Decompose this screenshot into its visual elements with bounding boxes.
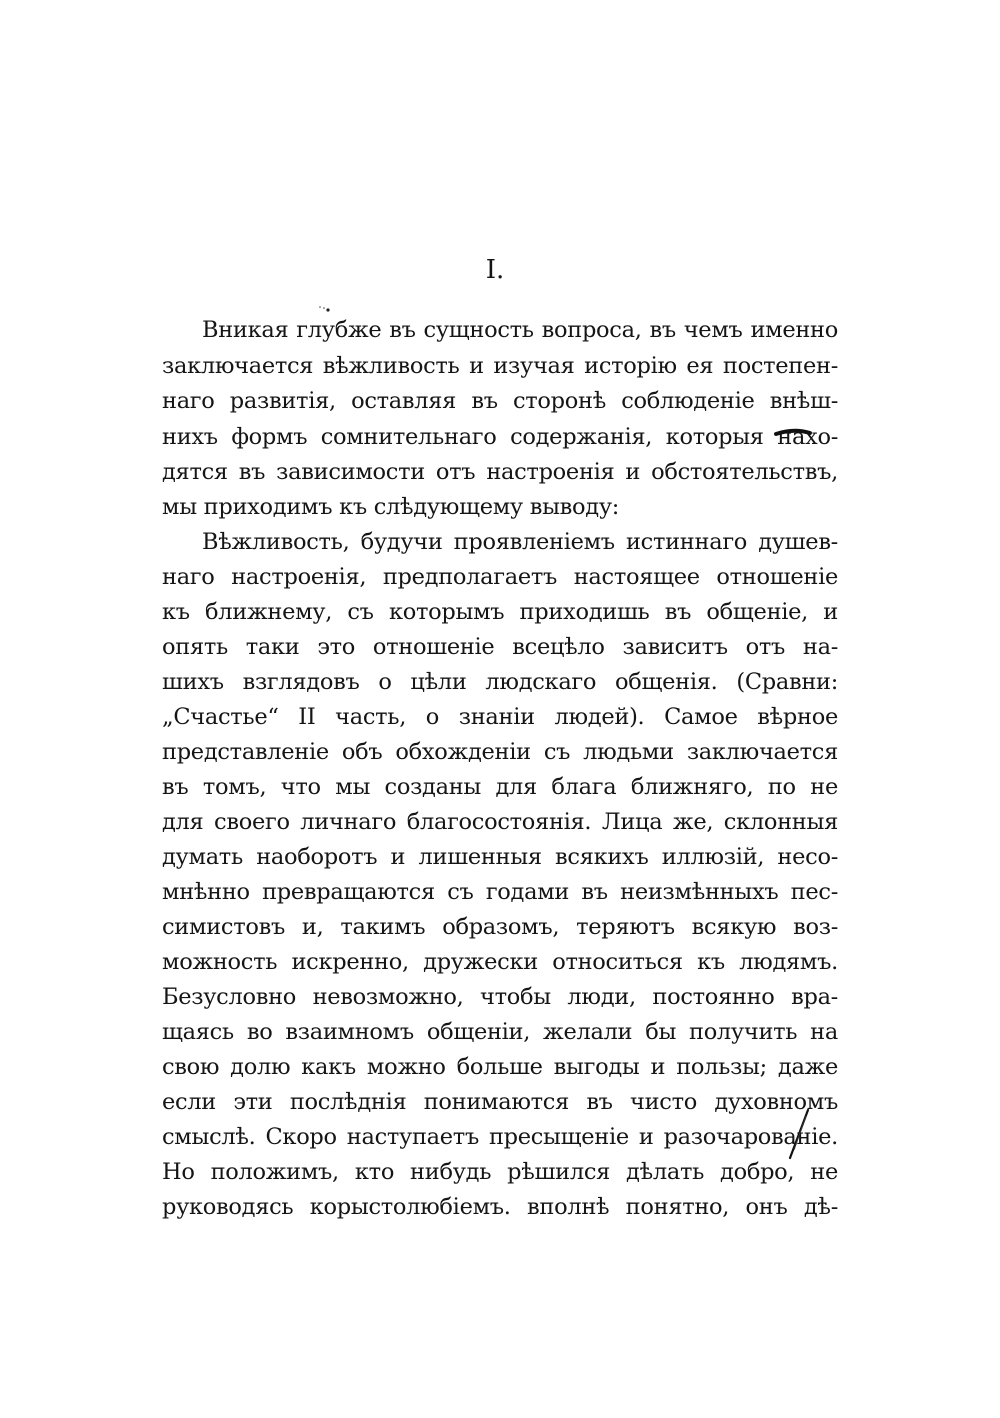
text-line: смыслѣ. Скоро наступаетъ пресыщеніе и разочарованіе.: [162, 1124, 838, 1150]
text-line: можность искренно, дружески относиться къ людямъ.: [162, 949, 838, 975]
text-line: Вѣжливость, будучи проявленіемъ истиннаго душев-: [202, 529, 838, 555]
text-line: думать наоборотъ и лишенныя всякихъ иллюзій, несо-: [162, 844, 838, 870]
chapter-heading: I.: [485, 255, 505, 285]
text-line: къ ближнему, съ которымъ приходишь въ общеніе, и: [162, 599, 838, 625]
text-line: для своего личнаго благосостоянія. Лица же, склонныя: [162, 809, 838, 835]
text-line: мнѣнно превращаются съ годами въ неизмѣнныхъ пес-: [162, 879, 838, 905]
ink-stroke: [784, 1106, 814, 1166]
text-line: Но положимъ, кто нибудь рѣшился дѣлать добро, не: [162, 1159, 838, 1185]
ink-speck: [318, 300, 332, 304]
text-line: дятся въ зависимости отъ настроенія и обстоятельствъ,: [162, 459, 838, 485]
text-line: наго развитія, оставляя въ сторонѣ соблюденіе внѣш-: [162, 388, 838, 414]
text-line: представленіе объ обхожденіи съ людьми заключается: [162, 739, 838, 765]
text-line: Безусловно невозможно, чтобы люди, постоянно вра-: [162, 984, 838, 1010]
ink-stroke: [774, 425, 814, 435]
text-line: шихъ взглядовъ о цѣли людскаго общенія. (Сравни:: [162, 669, 838, 695]
text-line: свою долю какъ можно больше выгоды и пользы; даже: [162, 1054, 838, 1080]
text-line: опять таки это отношеніе всецѣло зависитъ отъ на-: [162, 634, 838, 660]
text-line: если эти послѣднія понимаются въ чисто духовномъ: [162, 1089, 838, 1115]
text-line: мы приходимъ къ слѣдующему выводу:: [162, 494, 620, 520]
text-line: „Счастье“ II часть, о знаніи людей). Самое вѣрное: [162, 704, 838, 730]
text-line: заключается вѣжливость и изучая исторію ея постепен-: [162, 353, 838, 379]
text-line: наго настроенія, предполагаетъ настоящее отношеніе: [162, 564, 838, 590]
text-line: руководясь корыстолюбіемъ. вполнѣ понятно, онъ дѣ-: [162, 1194, 838, 1220]
text-line: симистовъ и, такимъ образомъ, теряютъ всякую воз-: [162, 914, 838, 940]
text-line: щаясь во взаимномъ общеніи, желали бы получить на: [162, 1019, 838, 1045]
text-line: нихъ формъ сомнительнаго содержанія, которыя нахо-: [162, 424, 838, 450]
text-line: Вникая глубже въ сущность вопроса, въ чемъ именно: [202, 317, 838, 343]
text-line: въ томъ, что мы созданы для блага ближняго, по не: [162, 774, 838, 800]
